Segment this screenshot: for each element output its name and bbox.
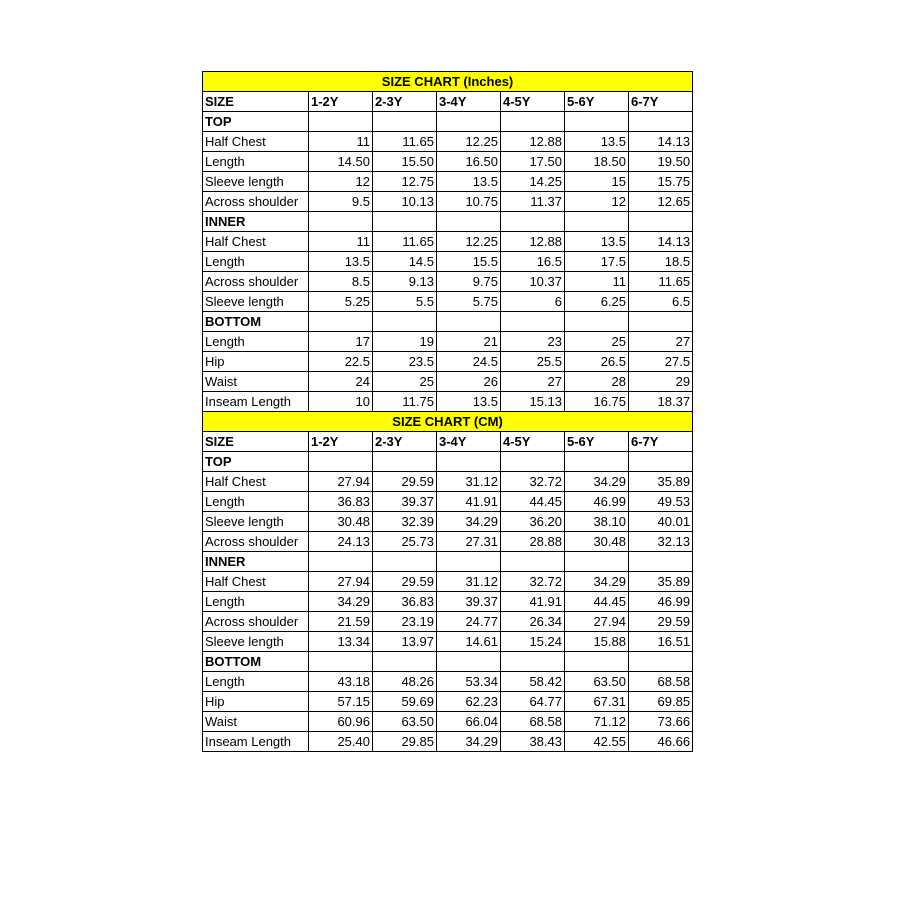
measurement-value: 10.75 — [437, 192, 501, 212]
empty-cell — [309, 212, 373, 232]
measurement-value: 11.65 — [373, 232, 437, 252]
measurement-label: Across shoulder — [203, 272, 309, 292]
measurement-value: 36.83 — [373, 592, 437, 612]
table-row — [203, 372, 693, 392]
measurement-label: Length — [203, 152, 309, 172]
chart-title-row — [203, 72, 693, 92]
measurement-value: 12.88 — [501, 232, 565, 252]
empty-cell — [373, 452, 437, 472]
measurement-value: 24.77 — [437, 612, 501, 632]
measurement-value: 15 — [565, 172, 629, 192]
table-row — [203, 472, 693, 492]
measurement-value: 18.5 — [629, 252, 693, 272]
measurement-value: 11 — [309, 132, 373, 152]
table-row — [203, 132, 693, 152]
measurement-label: Length — [203, 332, 309, 352]
measurement-value: 19 — [373, 332, 437, 352]
measurement-value: 12.75 — [373, 172, 437, 192]
table-row — [203, 392, 693, 412]
measurement-value: 19.50 — [629, 152, 693, 172]
measurement-value: 39.37 — [373, 492, 437, 512]
measurement-value: 27.5 — [629, 352, 693, 372]
measurement-value: 18.37 — [629, 392, 693, 412]
table-row — [203, 172, 693, 192]
measurement-label: Across shoulder — [203, 192, 309, 212]
table-row — [203, 352, 693, 372]
size-header-row — [203, 432, 693, 452]
measurement-value: 27.31 — [437, 532, 501, 552]
measurement-value: 15.5 — [437, 252, 501, 272]
measurement-value: 18.50 — [565, 152, 629, 172]
empty-cell — [565, 452, 629, 472]
empty-cell — [565, 112, 629, 132]
measurement-value: 57.15 — [309, 692, 373, 712]
measurement-value: 60.96 — [309, 712, 373, 732]
section-name: INNER — [203, 552, 309, 572]
measurement-value: 13.34 — [309, 632, 373, 652]
measurement-value: 43.18 — [309, 672, 373, 692]
measurement-value: 32.72 — [501, 472, 565, 492]
measurement-value: 48.26 — [373, 672, 437, 692]
empty-cell — [629, 652, 693, 672]
measurement-value: 42.55 — [565, 732, 629, 752]
measurement-value: 13.5 — [565, 232, 629, 252]
measurement-value: 14.61 — [437, 632, 501, 652]
measurement-value: 11 — [565, 272, 629, 292]
measurement-value: 34.29 — [437, 732, 501, 752]
empty-cell — [373, 212, 437, 232]
section-name: INNER — [203, 212, 309, 232]
empty-cell — [501, 212, 565, 232]
table-row — [203, 672, 693, 692]
measurement-value: 28.88 — [501, 532, 565, 552]
table-row — [203, 592, 693, 612]
measurement-value: 68.58 — [629, 672, 693, 692]
section-name: BOTTOM — [203, 312, 309, 332]
measurement-value: 24 — [309, 372, 373, 392]
section-header-row — [203, 312, 693, 332]
measurement-value: 35.89 — [629, 572, 693, 592]
size-header-cell: 2-3Y — [373, 92, 437, 112]
empty-cell — [373, 312, 437, 332]
measurement-value: 25.40 — [309, 732, 373, 752]
table-row — [203, 192, 693, 212]
empty-cell — [437, 452, 501, 472]
measurement-value: 29.59 — [373, 472, 437, 492]
measurement-value: 14.50 — [309, 152, 373, 172]
measurement-value: 24.13 — [309, 532, 373, 552]
measurement-value: 27 — [501, 372, 565, 392]
measurement-value: 29.59 — [373, 572, 437, 592]
measurement-label: Waist — [203, 712, 309, 732]
empty-cell — [501, 112, 565, 132]
measurement-value: 49.53 — [629, 492, 693, 512]
measurement-value: 46.66 — [629, 732, 693, 752]
size-header-cell: 2-3Y — [373, 432, 437, 452]
measurement-value: 29 — [629, 372, 693, 392]
empty-cell — [437, 552, 501, 572]
measurement-value: 22.5 — [309, 352, 373, 372]
measurement-value: 73.66 — [629, 712, 693, 732]
table-row — [203, 332, 693, 352]
table-row — [203, 612, 693, 632]
measurement-label: Length — [203, 252, 309, 272]
measurement-label: Hip — [203, 352, 309, 372]
measurement-value: 30.48 — [565, 532, 629, 552]
measurement-value: 12.25 — [437, 232, 501, 252]
measurement-value: 6.5 — [629, 292, 693, 312]
empty-cell — [309, 312, 373, 332]
measurement-value: 11.75 — [373, 392, 437, 412]
measurement-label: Half Chest — [203, 132, 309, 152]
measurement-value: 34.29 — [565, 472, 629, 492]
measurement-value: 11.37 — [501, 192, 565, 212]
measurement-label: Half Chest — [203, 472, 309, 492]
size-header-cell: 5-6Y — [565, 432, 629, 452]
measurement-value: 34.29 — [565, 572, 629, 592]
measurement-value: 27.94 — [309, 472, 373, 492]
measurement-value: 10 — [309, 392, 373, 412]
measurement-value: 15.13 — [501, 392, 565, 412]
measurement-value: 71.12 — [565, 712, 629, 732]
measurement-value: 44.45 — [501, 492, 565, 512]
measurement-value: 9.75 — [437, 272, 501, 292]
measurement-value: 63.50 — [565, 672, 629, 692]
measurement-value: 53.34 — [437, 672, 501, 692]
empty-cell — [437, 212, 501, 232]
measurement-label: Sleeve length — [203, 172, 309, 192]
measurement-value: 14.5 — [373, 252, 437, 272]
table-row — [203, 512, 693, 532]
empty-cell — [437, 652, 501, 672]
measurement-value: 9.5 — [309, 192, 373, 212]
measurement-value: 15.50 — [373, 152, 437, 172]
measurement-value: 68.58 — [501, 712, 565, 732]
measurement-value: 63.50 — [373, 712, 437, 732]
empty-cell — [629, 452, 693, 472]
measurement-value: 36.20 — [501, 512, 565, 532]
section-header-row — [203, 552, 693, 572]
empty-cell — [565, 552, 629, 572]
measurement-label: Length — [203, 492, 309, 512]
measurement-value: 13.5 — [565, 132, 629, 152]
measurement-value: 38.10 — [565, 512, 629, 532]
size-header-cell: 1-2Y — [309, 92, 373, 112]
measurement-label: Hip — [203, 692, 309, 712]
empty-cell — [437, 112, 501, 132]
measurement-value: 12.88 — [501, 132, 565, 152]
measurement-value: 58.42 — [501, 672, 565, 692]
measurement-value: 69.85 — [629, 692, 693, 712]
measurement-value: 16.75 — [565, 392, 629, 412]
size-header-cell: 6-7Y — [629, 432, 693, 452]
measurement-label: Across shoulder — [203, 612, 309, 632]
measurement-value: 10.13 — [373, 192, 437, 212]
empty-cell — [437, 312, 501, 332]
empty-cell — [565, 212, 629, 232]
measurement-value: 26.34 — [501, 612, 565, 632]
measurement-value: 67.31 — [565, 692, 629, 712]
measurement-value: 35.89 — [629, 472, 693, 492]
measurement-value: 30.48 — [309, 512, 373, 532]
empty-cell — [629, 552, 693, 572]
section-header-row — [203, 652, 693, 672]
empty-cell — [309, 452, 373, 472]
table-row — [203, 152, 693, 172]
measurement-value: 11 — [309, 232, 373, 252]
measurement-value: 41.91 — [501, 592, 565, 612]
measurement-value: 25.73 — [373, 532, 437, 552]
measurement-value: 25.5 — [501, 352, 565, 372]
measurement-value: 14.13 — [629, 232, 693, 252]
table-row — [203, 732, 693, 752]
table-row — [203, 632, 693, 652]
size-header-cell: 3-4Y — [437, 92, 501, 112]
measurement-value: 40.01 — [629, 512, 693, 532]
empty-cell — [373, 112, 437, 132]
section-header-row — [203, 452, 693, 472]
measurement-value: 25 — [373, 372, 437, 392]
measurement-value: 27.94 — [565, 612, 629, 632]
measurement-label: Length — [203, 672, 309, 692]
measurement-value: 14.13 — [629, 132, 693, 152]
empty-cell — [565, 652, 629, 672]
size-chart-sheet — [202, 71, 693, 752]
table-row — [203, 572, 693, 592]
measurement-value: 59.69 — [373, 692, 437, 712]
measurement-value: 12.25 — [437, 132, 501, 152]
empty-cell — [309, 112, 373, 132]
measurement-value: 5.5 — [373, 292, 437, 312]
measurement-value: 27 — [629, 332, 693, 352]
measurement-value: 13.5 — [437, 392, 501, 412]
empty-cell — [629, 312, 693, 332]
measurement-value: 25 — [565, 332, 629, 352]
measurement-label: Inseam Length — [203, 392, 309, 412]
empty-cell — [501, 652, 565, 672]
measurement-value: 5.75 — [437, 292, 501, 312]
measurement-value: 64.77 — [501, 692, 565, 712]
chart-title: SIZE CHART (CM) — [203, 412, 693, 432]
measurement-value: 16.51 — [629, 632, 693, 652]
section-name: BOTTOM — [203, 652, 309, 672]
measurement-value: 31.12 — [437, 472, 501, 492]
measurement-value: 11.65 — [373, 132, 437, 152]
table-row — [203, 232, 693, 252]
section-header-row — [203, 212, 693, 232]
measurement-value: 38.43 — [501, 732, 565, 752]
size-header-label: SIZE — [203, 92, 309, 112]
empty-cell — [309, 652, 373, 672]
measurement-value: 17.5 — [565, 252, 629, 272]
measurement-value: 23.5 — [373, 352, 437, 372]
table-row — [203, 252, 693, 272]
empty-cell — [373, 552, 437, 572]
measurement-value: 29.85 — [373, 732, 437, 752]
empty-cell — [373, 652, 437, 672]
measurement-label: Waist — [203, 372, 309, 392]
table-row — [203, 292, 693, 312]
size-header-cell: 1-2Y — [309, 432, 373, 452]
measurement-value: 39.37 — [437, 592, 501, 612]
measurement-value: 23.19 — [373, 612, 437, 632]
measurement-value: 12 — [309, 172, 373, 192]
size-header-cell: 4-5Y — [501, 92, 565, 112]
size-header-row — [203, 92, 693, 112]
measurement-value: 17 — [309, 332, 373, 352]
measurement-value: 6 — [501, 292, 565, 312]
measurement-value: 6.25 — [565, 292, 629, 312]
size-header-label: SIZE — [203, 432, 309, 452]
measurement-value: 44.45 — [565, 592, 629, 612]
table-row — [203, 492, 693, 512]
measurement-value: 9.13 — [373, 272, 437, 292]
empty-cell — [501, 552, 565, 572]
measurement-value: 32.72 — [501, 572, 565, 592]
size-header-cell: 5-6Y — [565, 92, 629, 112]
measurement-label: Sleeve length — [203, 632, 309, 652]
measurement-value: 15.75 — [629, 172, 693, 192]
size-chart-table — [202, 71, 693, 752]
measurement-value: 36.83 — [309, 492, 373, 512]
measurement-label: Inseam Length — [203, 732, 309, 752]
measurement-value: 26.5 — [565, 352, 629, 372]
measurement-value: 29.59 — [629, 612, 693, 632]
measurement-label: Sleeve length — [203, 512, 309, 532]
measurement-value: 32.13 — [629, 532, 693, 552]
measurement-value: 23 — [501, 332, 565, 352]
measurement-value: 31.12 — [437, 572, 501, 592]
measurement-value: 16.5 — [501, 252, 565, 272]
measurement-value: 17.50 — [501, 152, 565, 172]
measurement-value: 12.65 — [629, 192, 693, 212]
measurement-value: 11.65 — [629, 272, 693, 292]
measurement-label: Half Chest — [203, 232, 309, 252]
measurement-value: 34.29 — [309, 592, 373, 612]
chart-title: SIZE CHART (Inches) — [203, 72, 693, 92]
measurement-value: 10.37 — [501, 272, 565, 292]
measurement-value: 21.59 — [309, 612, 373, 632]
measurement-value: 24.5 — [437, 352, 501, 372]
measurement-value: 14.25 — [501, 172, 565, 192]
measurement-value: 27.94 — [309, 572, 373, 592]
measurement-value: 13.5 — [309, 252, 373, 272]
measurement-value: 32.39 — [373, 512, 437, 532]
section-name: TOP — [203, 112, 309, 132]
empty-cell — [501, 312, 565, 332]
measurement-value: 16.50 — [437, 152, 501, 172]
measurement-value: 13.97 — [373, 632, 437, 652]
table-row — [203, 532, 693, 552]
empty-cell — [501, 452, 565, 472]
empty-cell — [565, 312, 629, 332]
measurement-label: Half Chest — [203, 572, 309, 592]
empty-cell — [309, 552, 373, 572]
table-row — [203, 272, 693, 292]
section-name: TOP — [203, 452, 309, 472]
chart-title-row — [203, 412, 693, 432]
empty-cell — [629, 212, 693, 232]
measurement-value: 62.23 — [437, 692, 501, 712]
table-row — [203, 712, 693, 732]
measurement-label: Sleeve length — [203, 292, 309, 312]
measurement-value: 12 — [565, 192, 629, 212]
measurement-value: 5.25 — [309, 292, 373, 312]
measurement-label: Length — [203, 592, 309, 612]
size-header-cell: 3-4Y — [437, 432, 501, 452]
size-header-cell: 4-5Y — [501, 432, 565, 452]
measurement-value: 15.24 — [501, 632, 565, 652]
measurement-value: 13.5 — [437, 172, 501, 192]
measurement-label: Across shoulder — [203, 532, 309, 552]
measurement-value: 46.99 — [565, 492, 629, 512]
measurement-value: 26 — [437, 372, 501, 392]
measurement-value: 28 — [565, 372, 629, 392]
table-row — [203, 692, 693, 712]
measurement-value: 15.88 — [565, 632, 629, 652]
section-header-row — [203, 112, 693, 132]
measurement-value: 66.04 — [437, 712, 501, 732]
measurement-value: 46.99 — [629, 592, 693, 612]
measurement-value: 8.5 — [309, 272, 373, 292]
empty-cell — [629, 112, 693, 132]
measurement-value: 21 — [437, 332, 501, 352]
size-header-cell: 6-7Y — [629, 92, 693, 112]
measurement-value: 41.91 — [437, 492, 501, 512]
measurement-value: 34.29 — [437, 512, 501, 532]
